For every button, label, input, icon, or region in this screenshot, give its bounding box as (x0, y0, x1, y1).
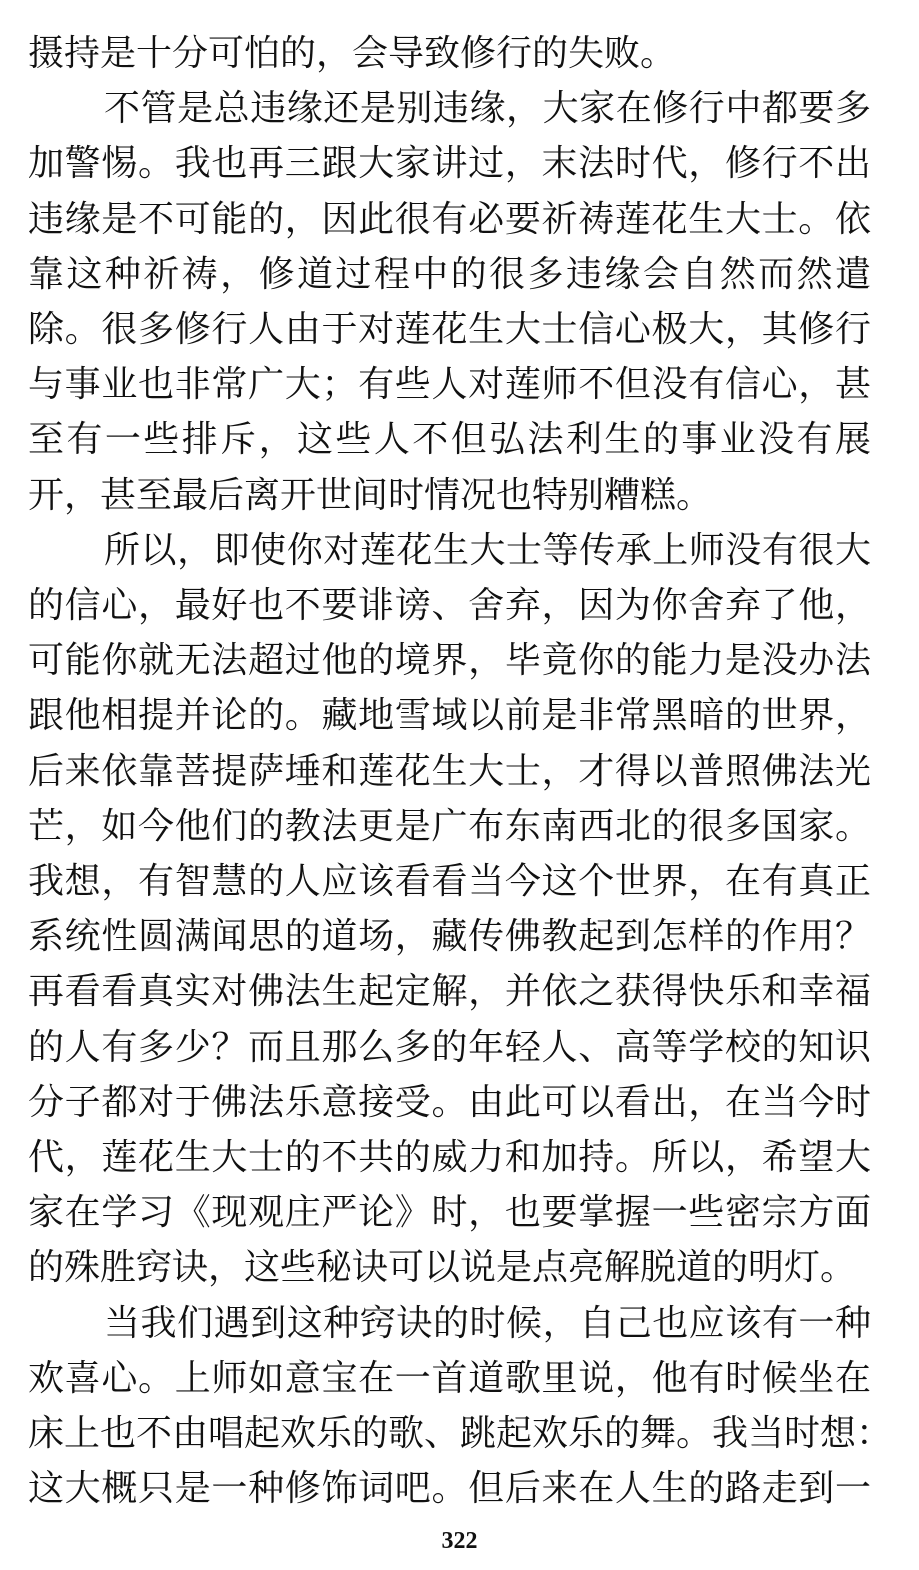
paragraph-end-line: 的殊胜窍诀，这些秘诀可以说是点亮解脱道的明灯。 (28, 1247, 857, 1289)
text-line: 欢喜心。上师如意宝在一首道歌里说，他有时候坐在 (28, 1357, 871, 1399)
text-line: 家在学习《现观庄严论》时，也要掌握一些密宗方面 (28, 1192, 871, 1234)
text-line: 再看看真实对佛法生起定解，并依之获得快乐和幸福 (28, 971, 871, 1013)
text-line: 至有一些排斥，这些人不但弘法利生的事业没有展 (28, 419, 871, 461)
text-line: 床上也不由唱起欢乐的歌、跳起欢乐的舞。我当时想： (28, 1413, 893, 1454)
text-line: 芒，如今他们的教法更是广布东南西北的很多国家。 (28, 805, 871, 847)
text-line: 我想，有智慧的人应该看看当今这个世界，在有真正 (28, 861, 871, 902)
paragraph-start-line: 当我们遇到这种窍诀的时候，自己也应该有一种 (104, 1302, 871, 1344)
text-line: 系统性圆满闻思的道场，藏传佛教起到怎样的作用？ (28, 916, 871, 958)
text-line: 靠这种祈祷，修道过程中的很多违缘会自然而然遣 (28, 253, 871, 295)
text-line: 违缘是不可能的，因此很有必要祈祷莲花生大士。依 (28, 198, 871, 240)
paragraph-start-line: 不管是总违缘还是别违缘，大家在修行中都要多 (104, 88, 871, 130)
text-line: 的人有多少？而且那么多的年轻人、高等学校的知识 (28, 1026, 871, 1068)
text-line: 除。很多修行人由于对莲花生大士信心极大，其修行 (28, 309, 871, 350)
page-number: 322 (441, 1528, 478, 1554)
text-line: 的信心，最好也不要诽谤、舍弃，因为你舍弃了他， (28, 585, 871, 626)
text-line: 可能你就无法超过他的境界，毕竟你的能力是没办法 (28, 640, 871, 682)
paragraph-end-line: 开，甚至最后离开世间时情况也特别糟糕。 (28, 474, 713, 516)
text-line: 后来依靠菩提萨埵和莲花生大士，才得以普照佛法光 (28, 750, 871, 792)
text-line: 这大概只是一种修饰词吧。但后来在人生的路走到一 (28, 1468, 871, 1510)
text-line: 代，莲花生大士的不共的威力和加持。所以，希望大 (28, 1137, 871, 1178)
text-line: 与事业也非常广大；有些人对莲师不但没有信心，甚 (28, 364, 871, 406)
text-line: 加警惕。我也再三跟大家讲过，末法时代，修行不出 (28, 143, 871, 185)
text-line: 跟他相提并论的。藏地雪域以前是非常黑暗的世界， (28, 695, 871, 737)
text-line: 分子都对于佛法乐意接受。由此可以看出，在当今时 (28, 1081, 871, 1123)
paragraph-start-line: 所以，即使你对莲花生大士等传承上师没有很大 (104, 529, 871, 571)
text-line: 摄持是十分可怕的，会导致修行的失败。 (28, 33, 677, 74)
